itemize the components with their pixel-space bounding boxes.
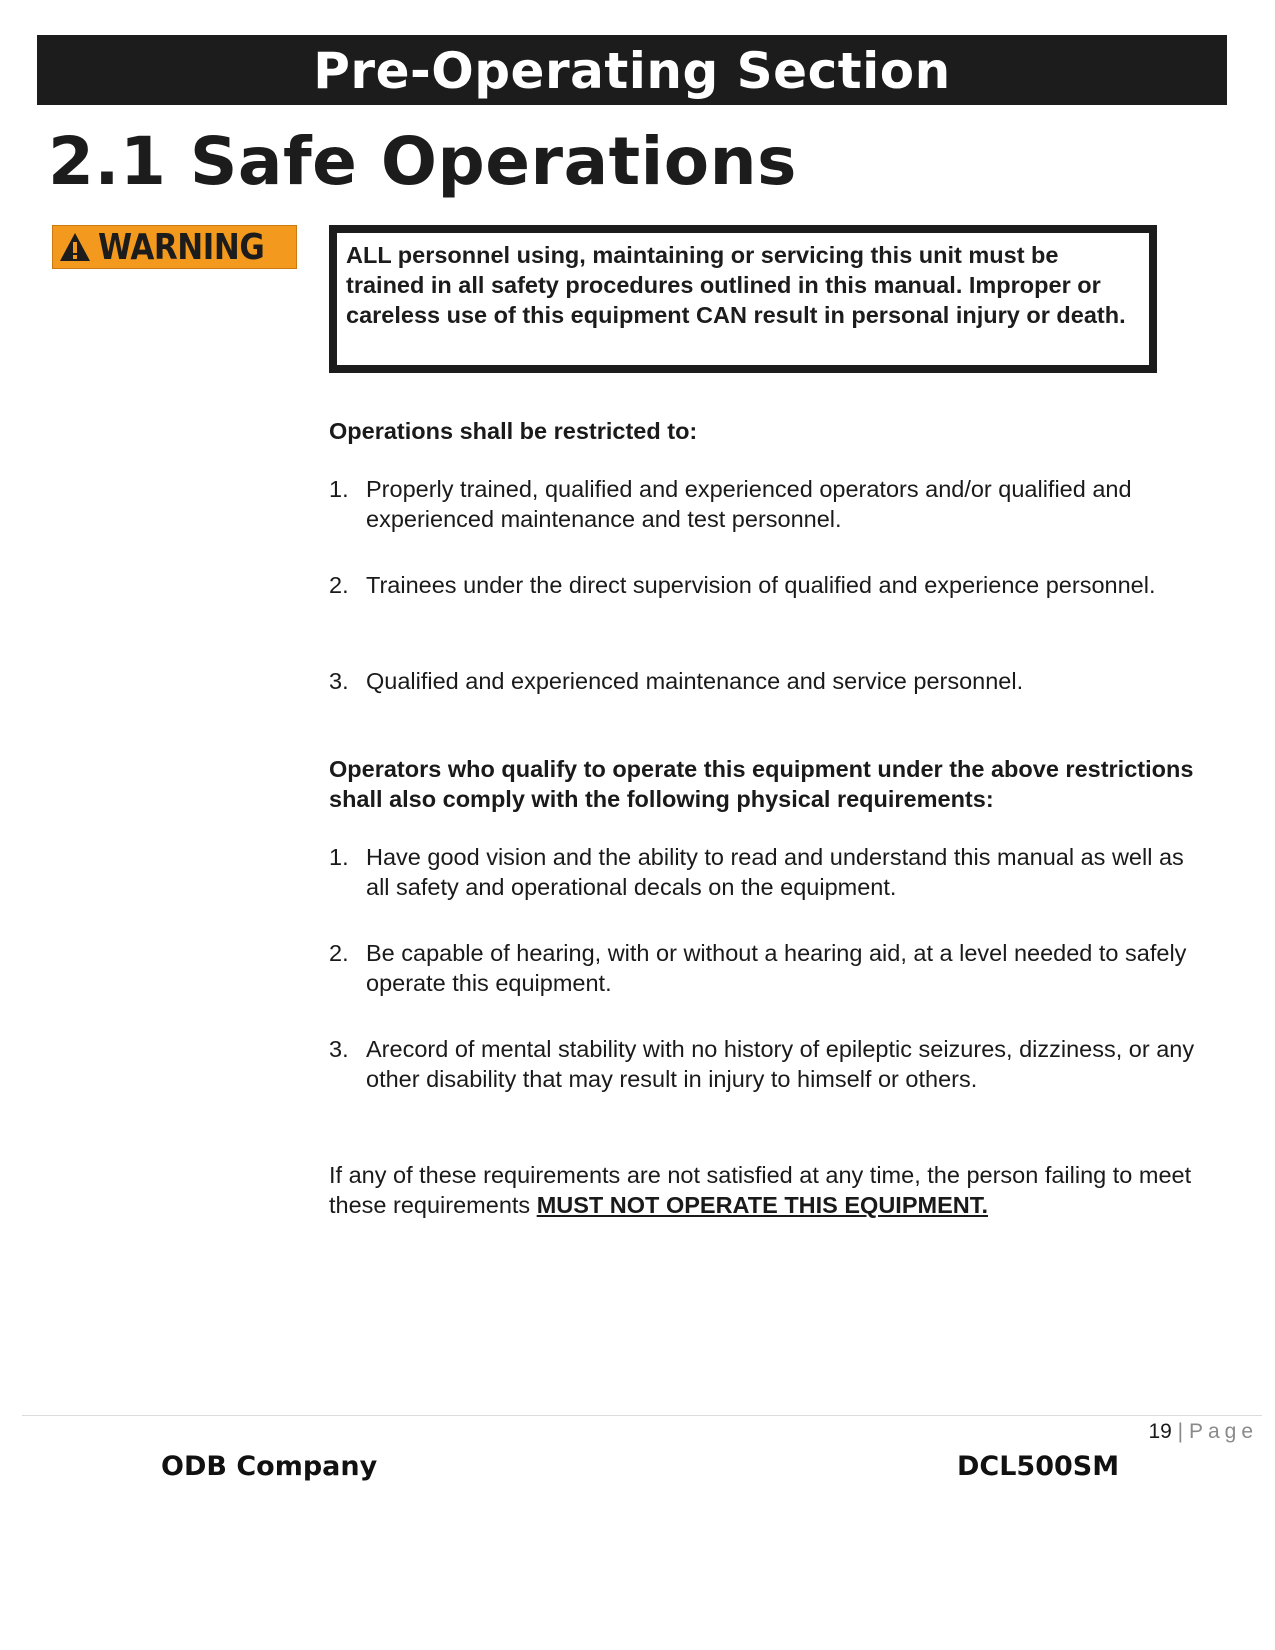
list-item-number: 2. (329, 940, 349, 966)
restrictions-heading: Operations shall be restricted to: (329, 418, 698, 444)
list-item-number: 3. (329, 668, 349, 694)
list-item-number: 1. (329, 476, 349, 502)
section-banner: Pre-Operating Section (37, 35, 1227, 105)
warning-triangle-icon (58, 231, 92, 263)
page-word: Page (1188, 1420, 1258, 1443)
list-item (329, 474, 1209, 534)
list-item (329, 666, 1209, 696)
footer-model: DCL500SM (957, 1451, 1120, 1482)
footer-company: ODB Company (161, 1451, 378, 1482)
warning-message-box (329, 225, 1157, 373)
closing-statement (329, 1160, 1209, 1220)
warning-label (52, 225, 297, 269)
physical-requirements-heading: Operators who qualify to operate this equipment under the above restrictions shall also comply with the following physical requirements: (329, 756, 1194, 812)
warning-label-text: WARNING (97, 226, 265, 268)
list-item-text: Have good vision and the ability to read and understand this manual as well as all safety and operational decals on the equipment. (366, 844, 1184, 900)
list-item (329, 842, 1209, 902)
page-title: 2.1 Safe Operations (48, 123, 797, 200)
list-item-text: Properly trained, qualified and experienced operators and/or qualified and experienced maintenance and test personnel. (366, 476, 1132, 532)
list-item-text: Trainees under the direct supervision of qualified and experience personnel. (366, 572, 1156, 598)
closing-emphasis: MUST NOT OPERATE THIS EQUIPMENT. (536, 1192, 989, 1218)
list-item-number: 2. (329, 572, 349, 598)
warning-message: ALL personnel using, maintaining or servicing this unit must be trained in all safety procedures outlined in this manual. Improper or careless use of this equipment CAN result in personal injury or death. (346, 242, 1126, 328)
list-item (329, 938, 1209, 998)
page-number-value: 19 (1148, 1420, 1172, 1443)
list-item-text: Arecord of mental stability with no history of epileptic seizures, dizziness, or any other disability that may result in injury to himself or others. (366, 1036, 1195, 1092)
list-item (329, 570, 1209, 600)
list-item-text: Be capable of hearing, with or without a hearing aid, at a level needed to safely operate this equipment. (366, 940, 1187, 996)
page-number (1148, 1418, 1258, 1446)
list-item (329, 1034, 1209, 1094)
list-item-number: 3. (329, 1036, 349, 1062)
list-item-text: Qualified and experienced maintenance and service personnel. (366, 668, 1024, 694)
list-item-number: 1. (329, 844, 349, 870)
closing-text: If any of these requirements are not satisfied at any time, the person failing to meet these requirements (329, 1162, 1192, 1218)
footer-divider (22, 1415, 1262, 1416)
page-number-separator: | (1177, 1420, 1184, 1443)
